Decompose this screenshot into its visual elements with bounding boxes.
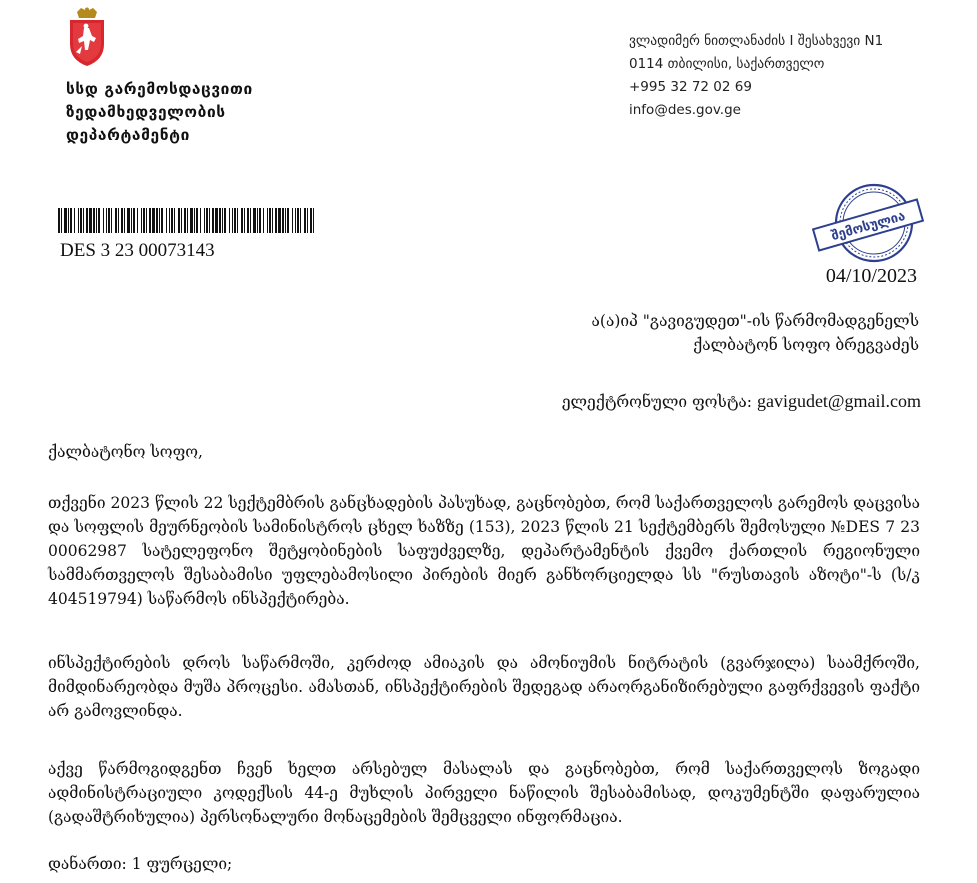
barcode-bar bbox=[131, 208, 132, 233]
barcode-bar bbox=[106, 208, 107, 233]
barcode-bar bbox=[156, 208, 158, 233]
barcode-bar bbox=[300, 208, 301, 233]
barcode-bar bbox=[115, 208, 117, 233]
barcode-bar bbox=[108, 208, 110, 233]
department-name-line: დეპარტამენტი bbox=[66, 126, 190, 144]
barcode-bar bbox=[133, 208, 135, 233]
barcode-bar bbox=[253, 208, 256, 233]
barcode-bar bbox=[229, 208, 230, 233]
department-name-line: ზედამხედველობის bbox=[66, 103, 226, 121]
barcode-bar bbox=[219, 208, 221, 233]
barcode-bar bbox=[269, 208, 271, 233]
barcode-bar bbox=[287, 208, 289, 233]
barcode-bar bbox=[278, 208, 281, 233]
barcode-bar bbox=[295, 208, 296, 233]
barcode-bar bbox=[304, 208, 306, 233]
barcode-bar bbox=[209, 208, 210, 233]
barcode-bar bbox=[141, 208, 142, 233]
barcode-bar bbox=[272, 208, 273, 233]
barcode-bar bbox=[166, 208, 167, 233]
department-name bbox=[66, 78, 253, 147]
barcode-bar bbox=[267, 208, 268, 233]
barcode-bar bbox=[118, 208, 119, 233]
barcode-bar bbox=[96, 208, 97, 233]
barcode-bar bbox=[215, 208, 218, 233]
barcode-bar bbox=[64, 208, 67, 233]
recipient-block bbox=[592, 309, 919, 357]
barcode-bar bbox=[196, 208, 198, 233]
barcode-bar bbox=[80, 208, 82, 233]
barcode-bar bbox=[222, 208, 223, 233]
recipient-email-label: ელექტრონული ფოსტა: bbox=[561, 393, 757, 411]
barcode-bar bbox=[124, 208, 125, 233]
barcode-bar bbox=[149, 208, 151, 233]
document-number: DES 3 23 00073143 bbox=[60, 240, 215, 261]
barcode-bar bbox=[70, 208, 72, 233]
barcode-bar bbox=[190, 208, 193, 233]
attachment-note: დანართი: 1 ფურცელი; bbox=[48, 855, 233, 873]
barcode-bar bbox=[263, 208, 264, 233]
salutation: ქალბატონო სოფო, bbox=[48, 443, 203, 461]
body-paragraph-1: თქვენი 2023 წლის 22 სექტემბრის განცხადების პასუხად, გაცნობებთ, რომ საქართველოს გარემოს დაცვისა და სოფლის მეურნეობის სამინისტროს ცხელ ხაზზე (153), 2023 წლის 21 სექტემბერს შემოსული №DES 7 23 00062987 სატელეფონო შეტყობინების საფუძველზე, დეპარტამენტის ქვემო ქართლის რეგიონული სამმართველოს შესაბამისი უფლებამოსილი პირების მიერ განხორციელდა სს "რუსთავის აზოტი"-ს (ს/კ 404519794) საწარმოს ინსპექტირება. bbox=[48, 494, 920, 608]
barcode-bar bbox=[313, 208, 314, 233]
body-paragraph-3: აქვე წარმოგიდგენთ ჩვენ ხელთ არსებულ მასალას და გაცნობებთ, რომ საქართველოს ზოგადი ადმინისტრაციული კოდექსის 44-ე მუხლის პირველი ნაწილის შესაბამისად, დოკუმენტში დაფარულია (გადაშტრიხულია) პერსონალური მონაცემების შემცველი ინფორმაცია. bbox=[48, 760, 920, 826]
barcode-bar bbox=[250, 208, 251, 233]
address-line-2: 0114 თბილისი, საქართველო bbox=[629, 56, 825, 72]
barcode-bar bbox=[83, 208, 84, 233]
address-line-1: ვლადიმერ ნითლანაძის I შესახვევი N1 bbox=[629, 33, 884, 49]
barcode-bar bbox=[98, 208, 100, 233]
barcode-icon bbox=[58, 208, 316, 233]
barcode-bar bbox=[68, 208, 69, 233]
barcode-bar bbox=[111, 208, 112, 233]
barcode-bar bbox=[297, 208, 299, 233]
barcode-bar bbox=[171, 208, 173, 233]
stamp-text: შემოსულია bbox=[829, 208, 907, 245]
body-paragraph-2: ინსპექტირების დროს საწარმოში, კერძოდ ამიაკის და ამონიუმის ნიტრატის (გვარჯილა) საამქროში, მიმდინარეობდა მუშა პროცესი. ამასთან, ინსპექტირების შედეგად არაორგანიზირებული გაფრქვევის ფაქტი არ გამოვლინდა. bbox=[48, 654, 920, 720]
barcode-bar bbox=[78, 208, 79, 233]
barcode-bar bbox=[161, 208, 163, 233]
barcode-bar bbox=[285, 208, 286, 233]
recipient-email: gavigudet@gmail.com bbox=[756, 391, 921, 411]
barcode-bar bbox=[212, 208, 214, 233]
barcode-bar bbox=[237, 208, 238, 233]
barcode-bar bbox=[244, 208, 245, 233]
barcode-bar bbox=[58, 208, 60, 233]
registered-stamp-icon bbox=[812, 180, 924, 266]
barcode-bar bbox=[257, 208, 258, 233]
barcode-bar bbox=[282, 208, 284, 233]
barcode-bar bbox=[152, 208, 155, 233]
barcode-bar bbox=[61, 208, 62, 233]
georgia-coat-of-arms-icon bbox=[64, 6, 110, 68]
barcode-bar bbox=[174, 208, 175, 233]
barcode-bar bbox=[275, 208, 277, 233]
barcode-bar bbox=[143, 208, 145, 233]
barcode-bar bbox=[206, 208, 208, 233]
barcode-bar bbox=[74, 208, 75, 233]
barcode-bar bbox=[187, 208, 188, 233]
barcode-bar bbox=[259, 208, 261, 233]
barcode-bar bbox=[310, 208, 312, 233]
contact-block bbox=[629, 30, 883, 122]
barcode-bar bbox=[178, 208, 180, 233]
barcode-bar bbox=[247, 208, 249, 233]
contact-email: info@des.gov.ge bbox=[629, 102, 741, 118]
barcode-bar bbox=[204, 208, 205, 233]
department-name-line: სსდ გარემოსდაცვითი bbox=[66, 80, 253, 98]
recipient-email-line bbox=[562, 389, 921, 414]
barcode-bar bbox=[89, 208, 92, 233]
barcode-bar bbox=[103, 208, 104, 233]
barcode-bar bbox=[241, 208, 243, 233]
recipient-organization: ა(ა)იპ "გავიგუდეთ"-ის წარმომადგენელს bbox=[591, 312, 919, 330]
barcode-bar bbox=[232, 208, 233, 233]
document-date: 04/10/2023 bbox=[825, 265, 917, 287]
barcode-bar bbox=[159, 208, 160, 233]
barcode-bar bbox=[93, 208, 95, 233]
barcode-bar bbox=[127, 208, 130, 233]
barcode-bar bbox=[121, 208, 123, 233]
barcode-bar bbox=[137, 208, 138, 233]
recipient-name: ქალბატონ სოფო ბრეგვაძეს bbox=[693, 336, 919, 354]
phone-number: +995 32 72 02 69 bbox=[629, 79, 752, 95]
barcode-bar bbox=[200, 208, 201, 233]
barcode-bar bbox=[184, 208, 186, 233]
barcode-bar bbox=[86, 208, 88, 233]
barcode-bar bbox=[307, 208, 308, 233]
barcode-bar bbox=[234, 208, 236, 233]
barcode-bar bbox=[169, 208, 170, 233]
barcode-bar bbox=[292, 208, 293, 233]
barcode-bar bbox=[146, 208, 147, 233]
barcode-bar bbox=[224, 208, 226, 233]
barcode-bar bbox=[194, 208, 195, 233]
barcode-bar bbox=[181, 208, 182, 233]
